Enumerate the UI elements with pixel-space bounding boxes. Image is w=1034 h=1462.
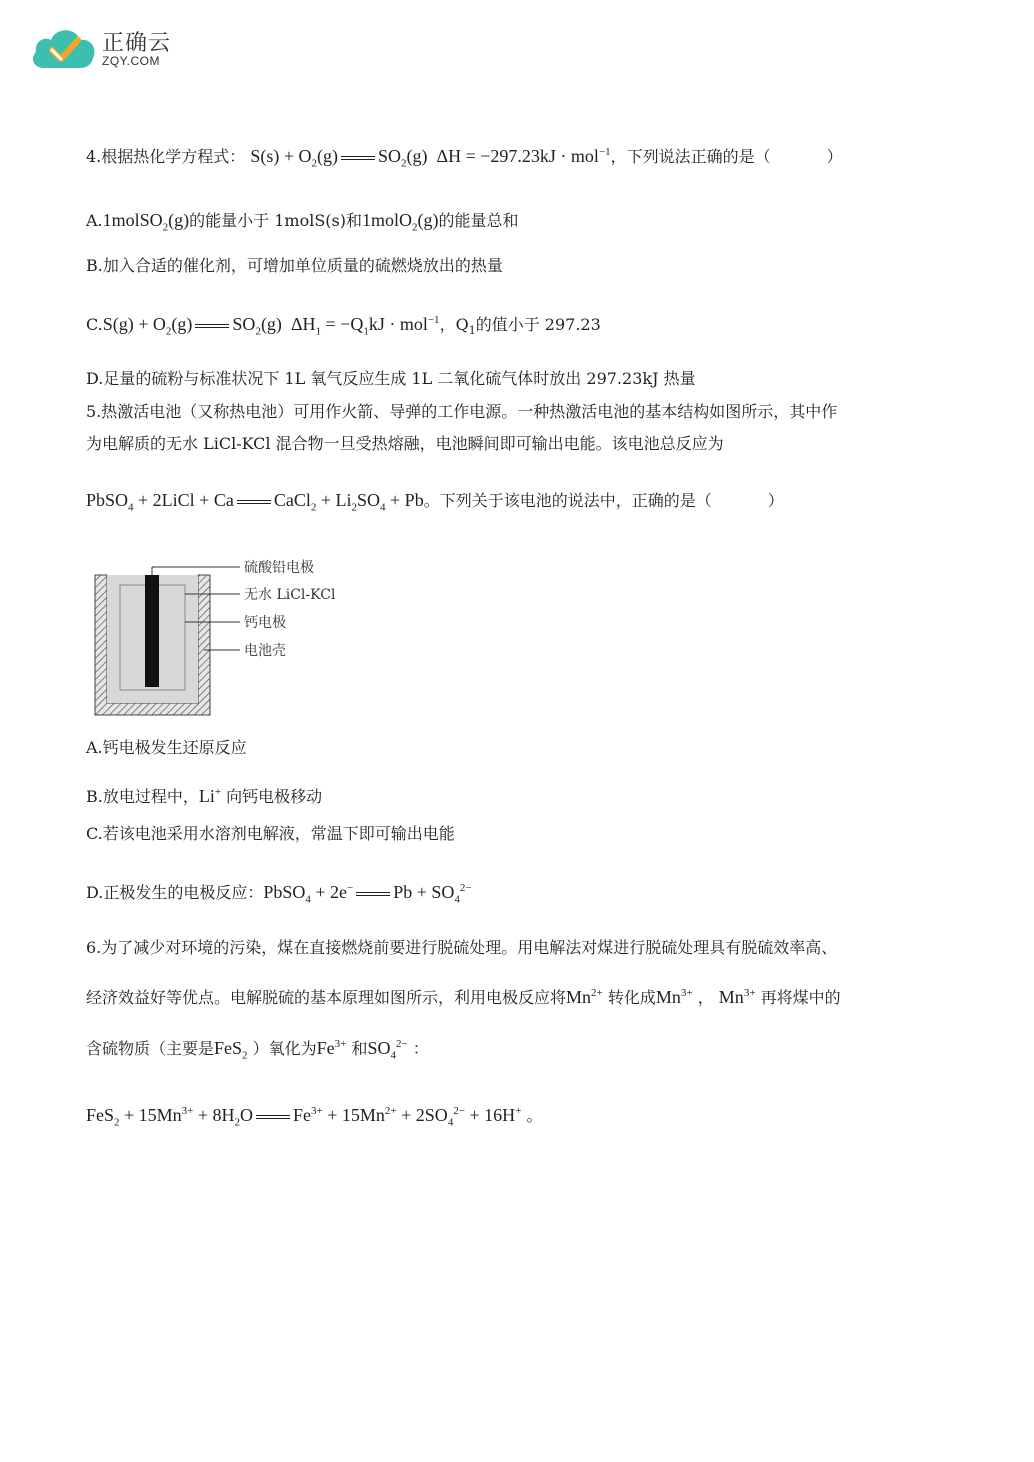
q5-stem-line2: 为电解质的无水 LiCl-KCl 混合物一旦受热熔融，电池瞬间即可输出电能。该电池总反应为: [86, 434, 724, 453]
cloud-check-icon: [30, 20, 100, 76]
q4-stem: 4.根据热化学方程式： $S(s) + O_2(g)$ $SO_2(g) \Delta H = -297.23kJ \cdot mol^{-1}$，下列说法正确的是（ ）: [86, 146, 843, 170]
equal-sign-double: [341, 156, 375, 160]
q5-option-d: D.正极发生的电极反应：PbSO$_4$ + 2e− $Pb + SO_4^{2-}$: [86, 882, 472, 906]
brand-logo: [30, 20, 190, 76]
q5-stem-line1: 5.热激活电池（又称热电池）可用作火箭、导弹的工作电源。一种热激活电池的基本结构如图所示，其中作: [86, 402, 838, 421]
q6-stem-line2: 经济效益好等优点。电解脱硫的基本原理如图所示，利用电极反应将$Mn^{2+}$ 转化成$Mn^{3+}$ ， $Mn^{3+}$ 再将煤中的: [86, 987, 841, 1007]
label-lead-sulfate-electrode: 硫酸铅电极: [244, 560, 314, 576]
brand-name: 正确云: [102, 31, 172, 56]
lead-sulfate-electrode: [145, 575, 159, 687]
brand-domain: ZQY.COM: [102, 54, 160, 68]
q4-option-d: D.足量的硫粉与标准状况下 1L 氧气反应生成 1L 二氧化硫气体时放出 297.23kJ 热量: [86, 369, 696, 388]
label-electrolyte: 无水 LiCl-KCl: [244, 587, 336, 603]
q5-option-a: A.钙电极发生还原反应: [86, 738, 247, 757]
label-calcium-electrode: 钙电极: [244, 615, 286, 631]
q6-stem-line1: 6.为了减少对环境的污染，煤在直接燃烧前要进行脱硫处理。用电解法对煤进行脱硫处理具有脱硫效率高、: [86, 938, 838, 957]
battery-diagram: [90, 550, 350, 720]
q4-option-c: $C.S(g) + O_2(g)$ $SO_2(g) \Delta H_1 = -Q_1kJ \cdot mol^{-1}$，$Q_1$的值小于 297.23: [86, 314, 601, 338]
q5-equation: PbSO$_4$ + 2LiCl + Ca CaCl$_2$ + $Li_2SO_4 + Pb$。下列关于该电池的说法中，正确的是（ ）: [86, 490, 784, 514]
q6-equation: $FeS_2 + 15Mn^{3+} + 8H_2O$ $Fe^{3+} + 15Mn^{2+} + 2SO_4^{2-} + 16H^+$ 。: [86, 1105, 543, 1129]
q4-option-a: A.1molSO$_2$(g)的能量小于 1molS(s)和1molO$_2$(g)的能量总和: [86, 210, 519, 234]
q6-stem-line3: 含硫物质（主要是FeS$_2$ ）氧化为$Fe^{3+}$ 和$SO_4^{2-}$ ：: [86, 1038, 429, 1062]
q5-option-c: C.若该电池采用水溶剂电解液，常温下即可输出电能: [86, 824, 455, 843]
label-battery-shell: 电池壳: [244, 643, 286, 659]
q5-option-b: B.放电过程中，Li+ 向钙电极移动: [86, 786, 323, 806]
q4-option-b: B.加入合适的催化剂，可增加单位质量的硫燃烧放出的热量: [86, 256, 503, 275]
